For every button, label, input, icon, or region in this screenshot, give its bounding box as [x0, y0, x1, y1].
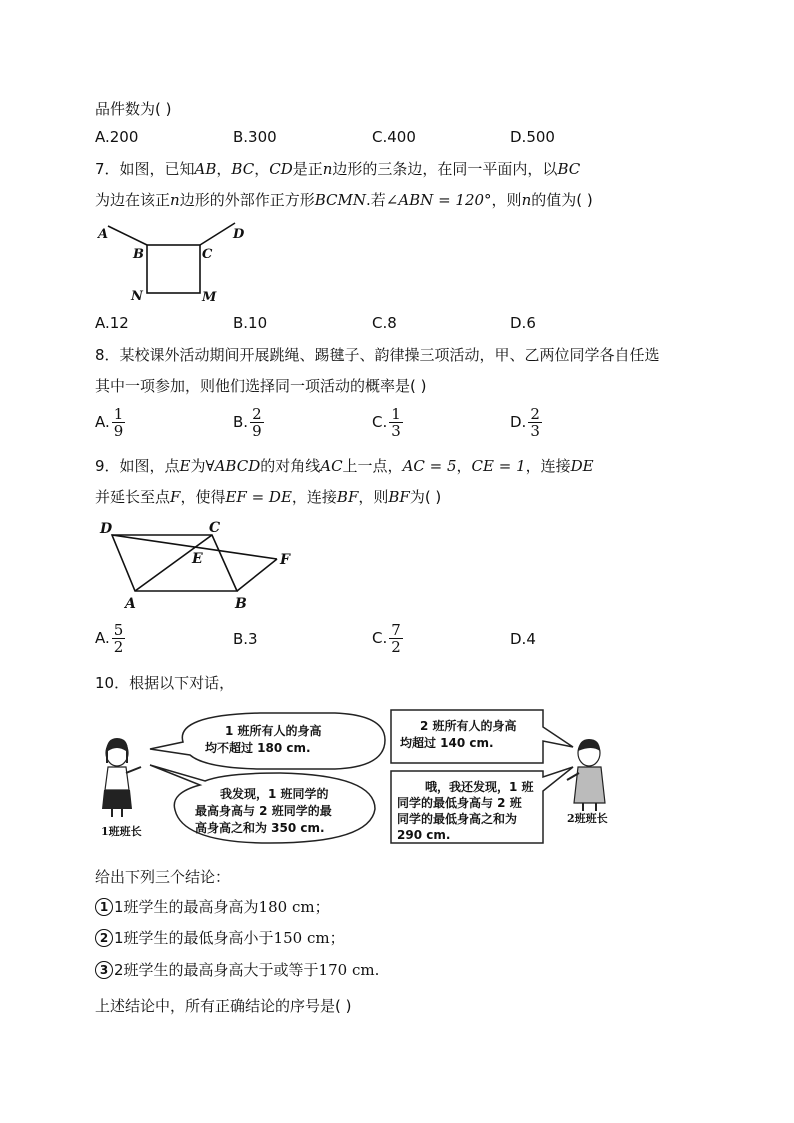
q7-stem-line2: 为边在该正n边形的外部作正方形BCMN.若∠ABN = 120°，则n的值为( ) — [95, 191, 593, 209]
q9-option-b[interactable]: B.3 — [233, 630, 258, 648]
q6-stem-tail: 品件数为( ) — [95, 100, 172, 118]
svg-text:290 cm.: 290 cm. — [397, 828, 451, 842]
conclusion-1: 1 1班学生的最高身高为180 cm； — [95, 896, 330, 917]
class2-monitor-label: 2班班长 — [567, 812, 608, 825]
fig7-label-m: M — [202, 290, 217, 305]
q6-option-a[interactable]: A.200 — [95, 128, 139, 146]
q8-stem-line2: 其中一项参加，则他们选择同一项活动的概率是( ) — [95, 377, 427, 395]
figure-q9 — [95, 518, 305, 614]
svg-text:同学的最低身高之和为: 同学的最低身高之和为 — [397, 812, 518, 826]
q9-option-d[interactable]: D.4 — [510, 630, 536, 648]
class1-monitor-label: 1班班长 — [101, 825, 142, 838]
q7-option-d[interactable]: D.6 — [510, 314, 536, 332]
fig9-label-d: D — [100, 521, 113, 537]
svg-text:同学的最低身高与 2 班: 同学的最低身高与 2 班 — [397, 796, 522, 810]
q7-option-a[interactable]: A.12 — [95, 314, 129, 332]
segment-ab — [108, 226, 147, 245]
svg-text:1 班所有人的身高: 1 班所有人的身高 — [225, 724, 322, 738]
svg-text:我发现，1 班同学的: 我发现，1 班同学的 — [220, 787, 329, 801]
conclusion-2: 2 1班学生的最低身高小于150 cm； — [95, 927, 345, 948]
speech-bubble-1 — [150, 713, 385, 769]
svg-text:2 班所有人的身高: 2 班所有人的身高 — [420, 719, 517, 733]
q8-stem-line1: 8．某校课外活动期间开展跳绳、踢毽子、韵律操三项活动，甲、乙两位同学各自任选 — [95, 346, 660, 364]
figure-q10-dialogue — [95, 705, 620, 855]
q8-option-b[interactable]: B. $\frac{2}{9}$ — [233, 405, 262, 440]
q7-option-c[interactable]: C.8 — [372, 314, 397, 332]
fig9-label-b: B — [235, 596, 247, 612]
q9-stem-line1: 9．如图，点E为∀ABCD的对角线AC上一点，AC = 5，CE = 1，连接DE — [95, 457, 594, 475]
q6-option-b[interactable]: B.300 — [233, 128, 277, 146]
q9-stem-line2: 并延长至点F，使得EF = DE，连接BF，则BF为( ) — [95, 488, 442, 506]
fig7-label-d: D — [233, 227, 245, 242]
fig9-label-a: A — [125, 596, 136, 612]
q6-option-c[interactable]: C.400 — [372, 128, 416, 146]
q7-stem-line1: 7．如图，已知AB，BC，CD是正n边形的三条边，在同一平面内，以BC — [95, 160, 581, 178]
fig7-label-a: A — [98, 227, 109, 242]
circled-number-3-icon: 3 — [95, 961, 113, 979]
segment-bf — [237, 559, 277, 591]
class1-monitor-figure — [102, 738, 141, 817]
q10-stem: 10．根据以下对话， — [95, 674, 235, 692]
fig9-label-e: E — [192, 551, 203, 567]
conclusions-intro: 给出下列三个结论： — [95, 868, 231, 886]
q8-option-a[interactable]: A. $\frac{1}{9}$ — [95, 405, 124, 440]
fig7-label-c: C — [202, 247, 213, 262]
q6-option-d[interactable]: D.500 — [510, 128, 555, 146]
svg-text:均不超过 180 cm.: 均不超过 180 cm. — [205, 741, 311, 755]
fig9-label-c: C — [209, 520, 221, 536]
circled-number-2-icon: 2 — [95, 929, 113, 947]
q7-option-b[interactable]: B.10 — [233, 314, 268, 332]
figure-q7 — [95, 220, 245, 305]
q10-final-question: 上述结论中，所有正确结论的序号是( ) — [95, 997, 352, 1015]
speech-bubble-3 — [391, 710, 573, 763]
fig7-label-n: N — [131, 289, 143, 304]
svg-text:哦，我还发现，1 班: 哦，我还发现，1 班 — [425, 780, 534, 794]
q8-option-d[interactable]: D. $\frac{2}{3}$ — [510, 405, 540, 440]
svg-text:高身高之和为 350 cm.: 高身高之和为 350 cm. — [195, 821, 325, 835]
q9-option-c[interactable]: C. $\frac{7}{2}$ — [372, 621, 401, 656]
svg-text:均超过 140 cm.: 均超过 140 cm. — [400, 736, 494, 750]
conclusion-3: 3 2班学生的最高身高大于或等于170 cm. — [95, 959, 379, 980]
class2-monitor-figure — [567, 739, 605, 811]
square-bcmn — [147, 245, 200, 293]
q9-option-a[interactable]: A. $\frac{5}{2}$ — [95, 621, 124, 656]
q8-option-c[interactable]: C. $\frac{1}{3}$ — [372, 405, 401, 440]
circled-number-1-icon: 1 — [95, 898, 113, 916]
segment-cd — [200, 223, 235, 245]
fig7-label-b: B — [133, 247, 144, 262]
fig9-label-f: F — [280, 552, 290, 568]
speech-bubble-4 — [391, 767, 573, 843]
svg-text:最高身高与 2 班同学的最: 最高身高与 2 班同学的最 — [195, 804, 332, 818]
speech-bubble-2 — [150, 765, 375, 843]
